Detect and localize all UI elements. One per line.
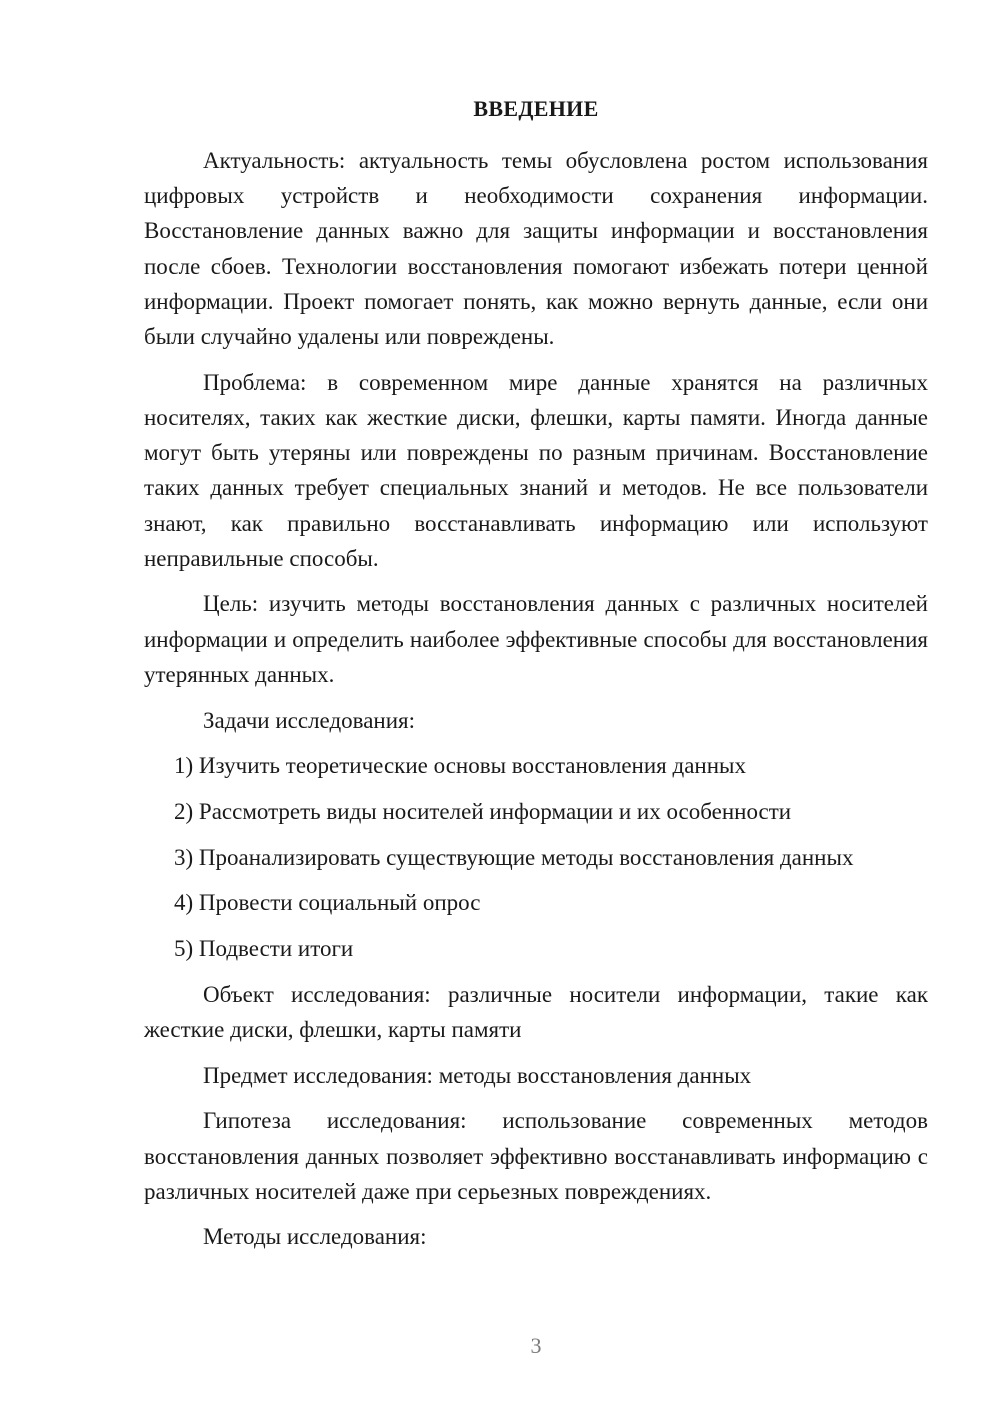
task-item-2: 2) Рассмотреть виды носителей информации и их особенности	[174, 798, 792, 824]
task-item-3: 3) Проанализировать существующие методы восстановления данных	[174, 844, 854, 870]
methods-heading: Методы исследования:	[203, 1224, 427, 1250]
body-text	[144, 143, 928, 1265]
tasks-heading: Задачи исследования:	[203, 707, 416, 733]
task-item-1: 1) Изучить теоретические основы восстановления данных	[174, 753, 746, 779]
paragraph-subject: Предмет исследования: методы восстановления данных	[203, 1062, 752, 1088]
page-number: 3	[530, 1333, 542, 1358]
paragraph-problem: Проблема: в современном мире данные хранятся на различных носителях, таких как жесткие диски, флешки, карты памяти. Иногда данные могут быть утеряны или повреждены по разным причинам. Восстановление таких данных требует специальных знаний и методов. Не все пользователи знают, как правильно восстанавливать информацию или используют неправильные способы.	[144, 369, 928, 571]
task-item-5: 5) Подвести итоги	[174, 936, 354, 962]
task-item-4: 4) Провести социальный опрос	[174, 890, 481, 916]
paragraph-object: Объект исследования: различные носители информации, такие как жесткие диски, флешки, карты памяти	[144, 981, 928, 1042]
section-title: ВВЕДЕНИЕ	[473, 96, 599, 121]
paragraph-goal: Цель: изучить методы восстановления данных с различных носителей информации и определить наиболее эффективные способы для восстановления утерянных данных.	[144, 591, 928, 687]
paragraph-relevance: Актуальность: актуальность темы обусловлена ростом использования цифровых устройств и необходимости сохранения информации. Восстановление данных важно для защиты информации и восстановления после сбоев. Технологии восстановления помогают избежать потери ценной информации. Проект помогает понять, как можно вернуть данные, если они были случайно удалены или повреждены.	[144, 148, 928, 350]
paragraph-hypothesis: Гипотеза исследования: использование современных методов восстановления данных позволяет эффективно восстанавливать информацию с различных носителей даже при серьезных повреждениях.	[144, 1108, 928, 1204]
